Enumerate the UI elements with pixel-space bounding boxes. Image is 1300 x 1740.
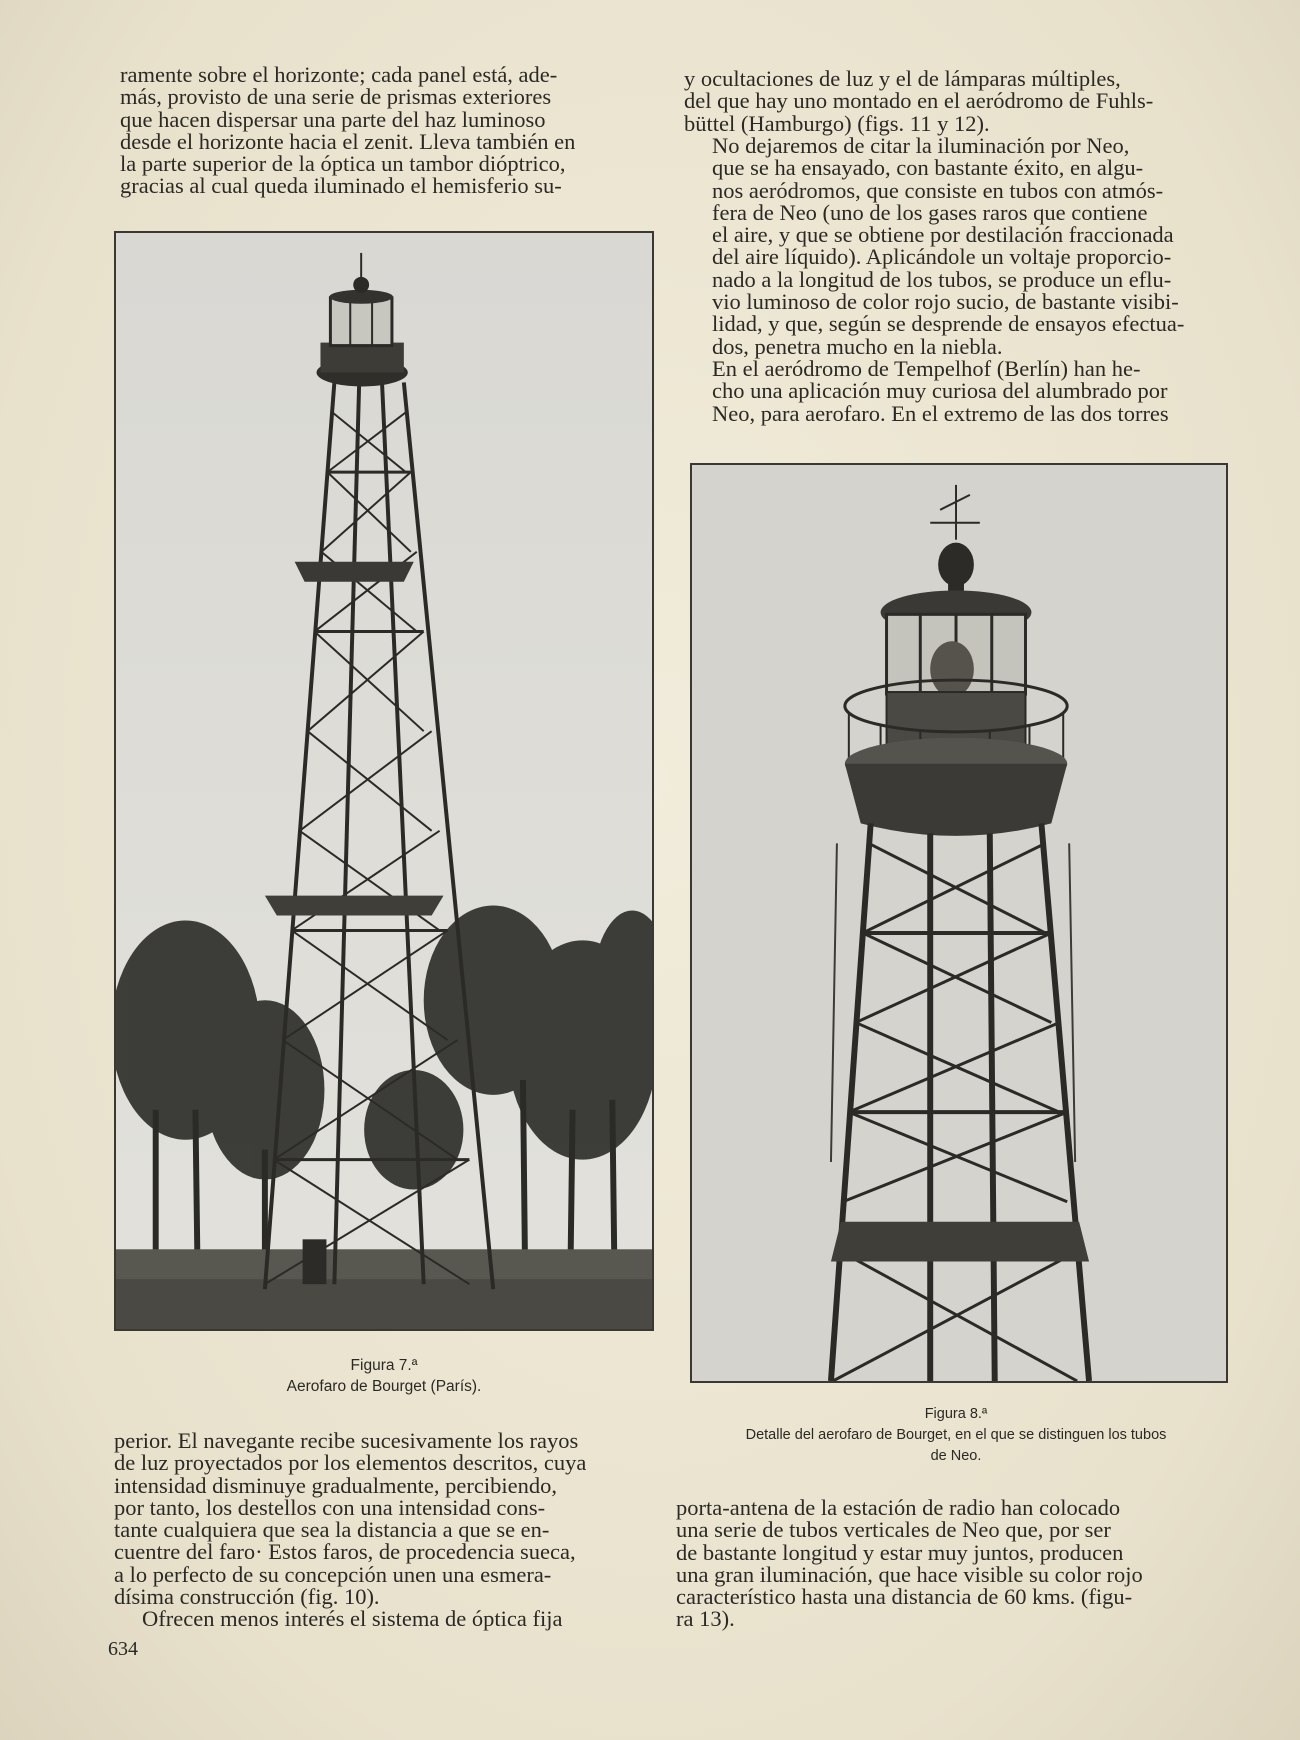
text-line: dísima construcción (fig. 10). (114, 1584, 380, 1610)
text-line: vio luminoso de color rojo sucio, de bastante visibi- (712, 289, 1179, 315)
text-line: una gran iluminación, que hace visible su color rojo (676, 1561, 1143, 1587)
text-line: ra 13). (676, 1606, 735, 1632)
text-line: porta-antena de la estación de radio han colocado (676, 1495, 1121, 1520)
lighthouse-tower-illustration (116, 233, 652, 1329)
text-line: la parte superior de la óptica un tambor dióptrico, (120, 151, 566, 177)
text-line: que hacen dispersar una parte del haz luminoso (120, 106, 546, 132)
lighthouse-lantern-detail-illustration (692, 465, 1226, 1381)
figure-7-number: Figura 7.ª (350, 1357, 418, 1374)
text-line: lidad, y que, según se desprende de ensayos efectua- (712, 311, 1185, 337)
figure-8-title-line2: de Neo. (930, 1448, 982, 1464)
text-line: nos aeródromos, que consiste en tubos con atmós- (712, 177, 1164, 203)
text-line: cho una aplicación muy curiosa del alumbrado por (712, 378, 1168, 404)
text-line: más, provisto de una serie de prismas exteriores (120, 84, 552, 110)
figure-8-number: Figura 8.ª (924, 1406, 988, 1422)
figure-8-photo (690, 463, 1228, 1383)
right-paragraph-3 (684, 358, 1222, 425)
text-line: a lo perfecto de su concepción unen una esmera- (114, 1561, 552, 1587)
right-paragraph-4 (676, 1497, 1214, 1631)
right-paragraph-1 (684, 68, 1222, 135)
text-line: intensidad disminuye gradualmente, percibiendo, (114, 1472, 558, 1498)
text-line: que se ha ensayado, con bastante éxito, en algu- (712, 155, 1144, 181)
text-line: perior. El navegante recibe sucesivamente los rayos (114, 1428, 579, 1453)
figure-7-title: Aerofaro de Bourget (París). (286, 1378, 482, 1395)
text-line: dos, penetra mucho en la niebla. (712, 333, 1003, 359)
text-line: ramente sobre el horizonte; cada panel está, ade- (120, 62, 558, 87)
text-line: No dejaremos de citar la iluminación por Neo, (712, 133, 1130, 158)
text-line: tante cualquiera que sea la distancia a que se en- (114, 1517, 550, 1543)
text-line: fera de Neo (uno de los gases raros que contiene (712, 199, 1148, 225)
figure-8-caption (676, 1404, 1236, 1467)
page-number: 634 (108, 1638, 138, 1660)
text-line: una serie de tubos verticales de Neo que, por ser (676, 1517, 1111, 1543)
figure-8-title-line1: Detalle del aerofaro de Bourget, en el que se distinguen los tubos (745, 1427, 1167, 1443)
figure-7-photo (114, 231, 654, 1331)
text-line: de luz proyectados por los elementos descritos, cuya (114, 1450, 587, 1476)
text-line: característico hasta una distancia de 60 kms. (figu- (676, 1584, 1133, 1610)
left-last-paragraph (114, 1608, 650, 1630)
left-bottom-paragraph (114, 1430, 650, 1608)
text-line: del que hay uno montado en el aeródromo de Fuhls- (684, 88, 1154, 114)
figure-7-caption (114, 1355, 654, 1397)
text-line: gracias al cual queda iluminado el hemisferio su- (120, 173, 562, 199)
right-paragraph-2 (684, 135, 1222, 358)
text-line: del aire líquido). Aplicándole un voltaje proporcio- (712, 244, 1172, 270)
text-line: de bastante longitud y estar muy juntos, producen (676, 1539, 1124, 1565)
text-line: el aire, y que se obtiene por destilación fraccionada (712, 222, 1174, 248)
text-line: y ocultaciones de luz y el de lámparas múltiples, (684, 66, 1121, 91)
left-top-paragraph (120, 64, 650, 198)
text-line: büttel (Hamburgo) (figs. 11 y 12). (684, 110, 990, 136)
text-line: cuentre del faro· Estos faros, de procedencia sueca, (114, 1539, 576, 1565)
text-line: por tanto, los destellos con una intensidad cons- (114, 1494, 546, 1520)
text-line: nado a la longitud de los tubos, se produce un eflu- (712, 266, 1172, 292)
text-line: Neo, para aerofaro. En el extremo de las dos torres (712, 400, 1169, 426)
text-line: En el aeródromo de Tempelhof (Berlín) han he- (712, 356, 1141, 381)
text-line: desde el horizonte hacia el zenit. Lleva también en (120, 128, 576, 154)
text-line: Ofrecen menos interés el sistema de óptica fija (142, 1606, 563, 1631)
